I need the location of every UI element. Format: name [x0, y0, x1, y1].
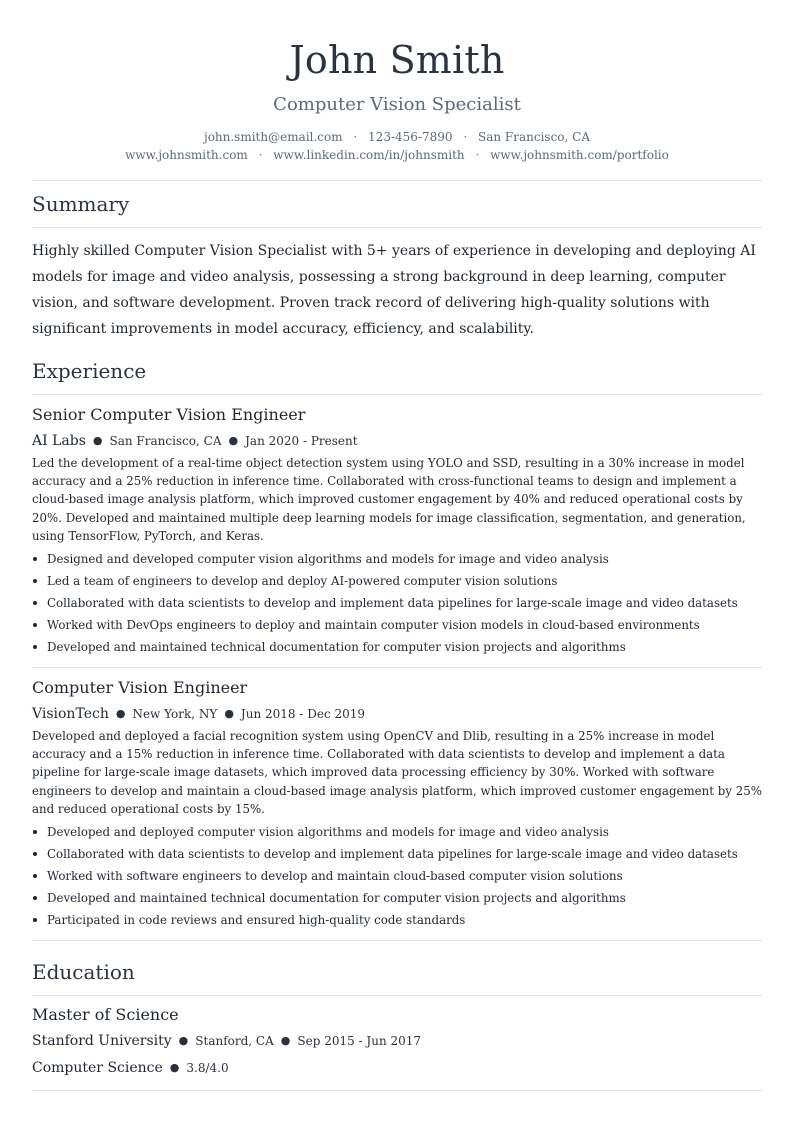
school-name: Stanford University	[32, 1033, 172, 1050]
list-item	[32, 548, 762, 570]
degree-title: Master of Science	[32, 1005, 179, 1025]
bullet-text: Developed and maintained technical documentation for computer vision projects and algorithms	[47, 640, 626, 655]
bullet-dot-icon: ●	[224, 707, 234, 721]
contact-separator: ·	[463, 130, 468, 144]
job-entry	[32, 404, 762, 668]
job-entry	[32, 677, 762, 941]
resume-header	[32, 0, 762, 164]
bullet-dot-icon	[33, 557, 37, 561]
job-title: Computer Vision Engineer	[32, 678, 248, 698]
experience-section	[32, 358, 762, 941]
school-meta	[32, 1029, 762, 1053]
bullet-dot-icon	[33, 896, 37, 900]
job-divider	[32, 667, 762, 668]
education-entry	[32, 1004, 762, 1080]
contact-separator: ·	[258, 148, 263, 162]
bullet-text: Developed and deployed computer vision algorithms and models for image and video analysis	[47, 825, 609, 840]
education-heading: Education	[32, 960, 135, 985]
bullet-text: Collaborated with data scientists to develop and implement data pipelines for large-scale image and video datasets	[47, 596, 738, 611]
job-description: Led the development of a real-time object detection system using YOLO and SSD, resulting in a 30% increase in model accuracy and a 25% reduction in inference time. Collaborated with cross-functional teams to design and implement a cloud-based image analysis platform, which improved customer engagement by 40% and reduced operational costs by 20%. Developed and maintained multiple deep learning models for image classification, segmentation, and generation, using TensorFlow, PyTorch, and Keras.	[32, 456, 746, 543]
bullet-dot-icon	[33, 852, 37, 856]
bullet-dot-icon	[33, 623, 37, 627]
summary-heading: Summary	[32, 192, 130, 216]
list-item	[32, 592, 762, 614]
job-description: Developed and deployed a facial recognition system using OpenCV and Dlib, resulting in a 25% increase in model accuracy and a 15% reduction in inference time. Collaborated with data scientists to develop and implement a data pipeline for large-scale image datasets, which improved data processing efficiency by 30%. Worked with software engineers to develop and maintain a cloud-based image analysis platform, which improved customer engagement by 25% and reduced operational costs by 15%.	[32, 729, 762, 816]
bullet-text: Worked with software engineers to develop and maintain cloud-based computer vision solutions	[47, 869, 623, 884]
job-meta	[32, 430, 762, 452]
job-bullets	[32, 821, 762, 931]
bullet-text: Participated in code reviews and ensured high-quality code standards	[47, 913, 466, 928]
school-location: Stanford, CA	[195, 1034, 274, 1049]
experience-divider	[32, 394, 762, 395]
header-divider	[32, 180, 762, 181]
education-end-divider	[32, 1090, 762, 1091]
list-item	[32, 909, 762, 931]
candidate-role: Computer Vision Specialist	[273, 94, 521, 115]
education-section	[32, 959, 762, 1091]
linkedin-link[interactable]: www.linkedin.com/in/johnsmith	[273, 148, 465, 162]
company-name: VisionTech	[32, 706, 109, 723]
summary-text: Highly skilled Computer Vision Specialist with 5+ years of experience in developing and deploying AI models for image and video analysis, possessing a strong background in deep learning, computer vision, and software development. Proven track record of delivering high-quality solutions with significant improvements in model accuracy, efficiency, and scalability.	[32, 243, 756, 337]
bullet-text: Developed and maintained technical documentation for computer vision projects and algorithms	[47, 891, 626, 906]
bullet-text: Designed and developed computer vision algorithms and models for image and video analysis	[47, 552, 609, 567]
website-link[interactable]: www.johnsmith.com	[125, 148, 248, 162]
bullet-dot-icon: ●	[228, 434, 239, 447]
phone-number: 123-456-7890	[368, 130, 453, 144]
gpa-value: 3.8/4.0	[186, 1061, 229, 1076]
contact-row-links	[32, 146, 762, 164]
job-dates: Jan 2020 - Present	[245, 434, 358, 448]
job-bullets	[32, 548, 762, 658]
job-title: Senior Computer Vision Engineer	[32, 405, 306, 424]
bullet-dot-icon: ●	[178, 1034, 189, 1048]
job-meta	[32, 703, 762, 725]
bullet-dot-icon	[33, 601, 37, 605]
bullet-text: Worked with DevOps engineers to deploy and maintain computer vision models in cloud-based environments	[47, 618, 700, 633]
job-divider	[32, 940, 762, 941]
bullet-text: Led a team of engineers to develop and deploy AI-powered computer vision solutions	[47, 574, 558, 589]
job-dates: Jun 2018 - Dec 2019	[240, 707, 366, 722]
job-location: San Francisco, CA	[109, 434, 222, 448]
bullet-text: Collaborated with data scientists to develop and implement data pipelines for large-scale image and video datasets	[47, 847, 738, 862]
bullet-dot-icon: ●	[280, 1034, 291, 1048]
contact-row-primary	[32, 128, 762, 146]
email-link[interactable]: john.smith@email.com	[203, 130, 343, 144]
bullet-dot-icon	[33, 830, 37, 834]
bullet-dot-icon	[33, 645, 37, 649]
list-item	[32, 887, 762, 909]
list-item	[32, 636, 762, 658]
school-dates: Sep 2015 - Jun 2017	[297, 1034, 422, 1049]
field-of-study: Computer Science	[32, 1060, 163, 1077]
bullet-dot-icon	[33, 874, 37, 878]
contact-separator: ·	[475, 148, 480, 162]
location-text: San Francisco, CA	[478, 130, 591, 144]
bullet-dot-icon: ●	[92, 434, 103, 447]
list-item	[32, 614, 762, 636]
candidate-name: John Smith	[289, 38, 505, 82]
company-name: AI Labs	[32, 433, 86, 449]
contact-separator: ·	[353, 130, 358, 144]
portfolio-link[interactable]: www.johnsmith.com/portfolio	[490, 148, 669, 162]
list-item	[32, 570, 762, 592]
bullet-dot-icon	[33, 579, 37, 583]
bullet-dot-icon	[33, 918, 37, 922]
field-meta	[32, 1056, 762, 1080]
list-item	[32, 865, 762, 887]
education-divider	[32, 995, 762, 996]
summary-divider	[32, 227, 762, 228]
job-location: New York, NY	[132, 707, 218, 722]
experience-heading: Experience	[32, 359, 147, 383]
list-item	[32, 843, 762, 865]
bullet-dot-icon: ●	[115, 707, 126, 721]
bullet-dot-icon: ●	[169, 1061, 180, 1075]
list-item	[32, 821, 762, 843]
